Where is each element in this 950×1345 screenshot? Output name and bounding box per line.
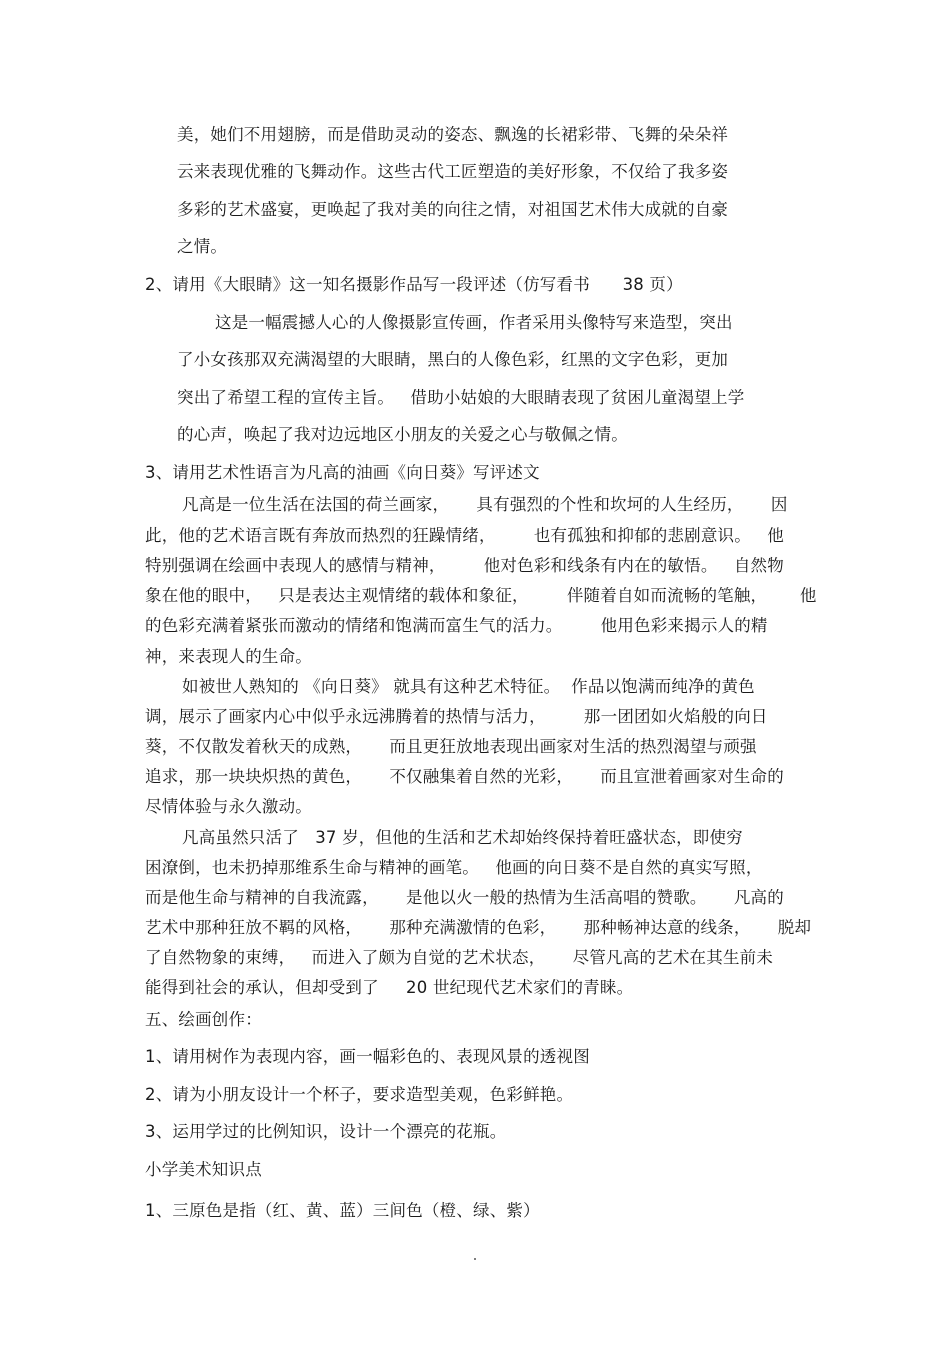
q3-para3-line: 能得到社会的承认，但却受到了 20 世纪现代艺术家们的青睐。 [145, 978, 634, 997]
section-5-item: 3、运用学过的比例知识，设计一个漂亮的花瓶。 [145, 1122, 507, 1141]
q3-para2-line: 如被世人熟知的 《向日葵》 就具有这种艺术特征。 作品以饱满而纯净的黄色 [182, 677, 755, 696]
section-5-item: 1、请用树作为表现内容，画一幅彩色的、表现风景的透视图 [145, 1047, 590, 1066]
intro-line: 之情。 [177, 237, 228, 256]
q3-para3-line: 而是他生命与精神的自我流露， 是他以火一般的热情为生活高唱的赞歌。 凡高的 [145, 888, 784, 907]
q3-para1-line: 此，他的艺术语言既有奔放而热烈的狂躁情绪， 也有孤独和抑郁的悲剧意识。 他 [145, 526, 784, 545]
page-footer-dot [474, 1258, 476, 1260]
q3-para2-line: 葵，不仅散发着秋天的成熟， 而且更狂放地表现出画家对生活的热烈渴望与顽强 [145, 737, 757, 756]
intro-line: 云来表现优雅的飞舞动作。这些古代工匠塑造的美好形象，不仅给了我多姿 [177, 162, 729, 181]
q3-para1-line: 凡高是一位生活在法国的荷兰画家， 具有强烈的个性和坎坷的人生经历， 因 [182, 495, 788, 514]
q3-para3-line: 了自然物象的束缚， 而进入了颇为自觉的艺术状态， 尽管凡高的艺术在其生前未 [145, 948, 774, 967]
q3-para1-line: 象在他的眼中， 只是表达主观情绪的载体和象征， 伴随着自如而流畅的笔触， 他 [145, 586, 817, 605]
intro-line: 多彩的艺术盛宴，更唤起了我对美的向往之情，对祖国艺术伟大成就的自豪 [177, 200, 729, 219]
q3-para3-line: 困潦倒，也未扔掉那维系生命与精神的画笔。 他画的向日葵不是自然的真实写照， [145, 858, 763, 877]
section-5-item: 2、请为小朋友设计一个杯子，要求造型美观，色彩鲜艳。 [145, 1085, 574, 1104]
q3-para1-line: 神，来表现人的生命。 [145, 647, 312, 666]
intro-line: 美，她们不用翅膀，而是借助灵动的姿态、飘逸的长裙彩带、飞舞的朵朵祥 [177, 125, 729, 144]
q3-para3-line: 凡高虽然只活了 37 岁，但他的生活和艺术却始终保持着旺盛状态，即使穷 [182, 828, 743, 847]
knowledge-item: 1、三原色是指（红、黄、蓝）三间色（橙、绿、紫） [145, 1201, 540, 1220]
q3-para1-line: 的色彩充满着紧张而激动的情绪和饱满而富生气的活力。 他用色彩来揭示人的精 [145, 616, 768, 635]
q3-para2-line: 调，展示了画家内心中似乎永远沸腾着的热情与活力， 那一团团如火焰般的向日 [145, 707, 768, 726]
q2-answer-line: 的心声，唤起了我对边远地区小朋友的关爱之心与敬佩之情。 [177, 425, 628, 444]
q3-para3-line: 艺术中那种狂放不羁的风格， 那种充满激情的色彩， 那种畅神达意的线条， 脱却 [145, 918, 812, 937]
question-3-title: 3、请用艺术性语言为凡高的油画《向日葵》写评述文 [145, 463, 540, 482]
knowledge-title: 小学美术知识点 [145, 1160, 262, 1179]
q2-answer-line: 了小女孩那双充满渴望的大眼睛，黑白的人像色彩，红黑的文字色彩，更加 [177, 350, 729, 369]
section-5-title: 五、绘画创作： [145, 1010, 262, 1029]
question-2-title: 2、请用《大眼睛》这一知名摄影作品写一段评述（仿写看书 38 页） [145, 275, 683, 294]
q3-para1-line: 特别强调在绘画中表现人的感情与精神， 他对色彩和线条有内在的敏悟。 自然物 [145, 556, 784, 575]
q3-para2-line: 追求，那一块块炽热的黄色， 不仅融集着自然的光彩， 而且宣泄着画家对生命的 [145, 767, 784, 786]
q2-answer-line: 突出了希望工程的宣传主旨。 借助小姑娘的大眼睛表现了贫困儿童渴望上学 [177, 388, 745, 407]
q3-para2-line: 尽情体验与永久激动。 [145, 797, 312, 816]
q2-answer-line: 这是一幅震撼人心的人像摄影宣传画，作者采用头像特写来造型，突出 [215, 313, 733, 332]
